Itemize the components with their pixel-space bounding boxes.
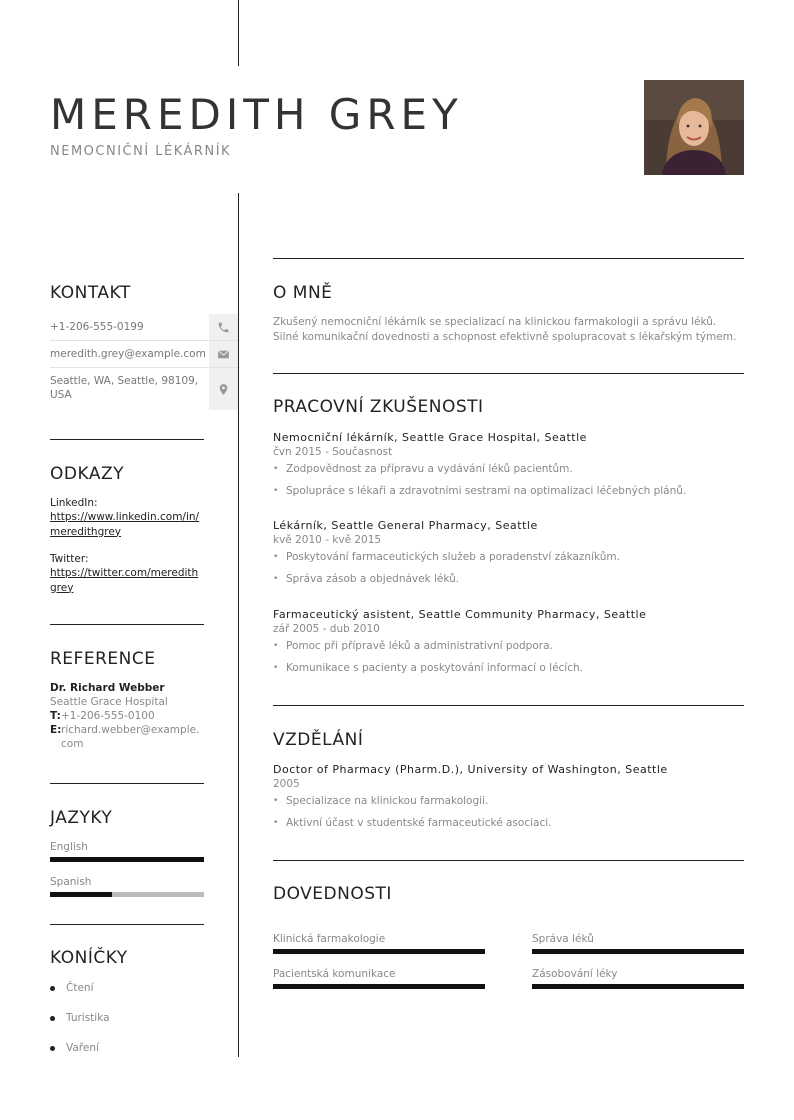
reference-email[interactable]: richard.webber@example.com — [61, 724, 200, 750]
skill-item — [273, 932, 485, 954]
skill-item — [532, 932, 744, 954]
language-level-fill — [50, 857, 204, 862]
sidebar-divider — [50, 783, 204, 784]
job-date: zář 2005 - dub 2010 — [273, 623, 380, 635]
sidebar-divider — [50, 439, 204, 440]
education-entry — [273, 762, 744, 838]
section-divider — [273, 705, 744, 706]
reference-heading: REFERENCE — [50, 649, 156, 669]
section-divider — [273, 373, 744, 374]
hobbies-heading: KONÍČKY — [50, 948, 128, 968]
job-bullet: • Správa zásob a objednávek léků. — [273, 572, 744, 586]
reference-email-label: E: — [50, 724, 62, 736]
contact-phone[interactable]: +1-206-555-0199 — [50, 321, 144, 333]
reference-block — [50, 681, 204, 751]
reference-org: Seattle Grace Hospital — [50, 696, 168, 708]
bullet-icon — [50, 1046, 55, 1051]
links-list — [50, 496, 204, 595]
contact-phone-row — [50, 314, 238, 341]
job-entry — [273, 607, 744, 683]
reference-email-line — [50, 723, 204, 751]
job-bullet: • Komunikace s pacienty a poskytování informací o lécích. — [273, 661, 744, 675]
contact-email-row — [50, 341, 238, 368]
candidate-title: NEMOCNIČNÍ LÉKÁRNÍK — [50, 144, 232, 159]
skill-item — [273, 967, 485, 989]
skill-level-bar — [273, 984, 485, 989]
bullet-icon — [50, 1016, 55, 1021]
skill-name: Správa léků — [532, 933, 594, 945]
hobby-item: Vaření — [50, 1033, 204, 1063]
divider-top — [238, 0, 239, 66]
about-text: Zkušený nemocniční lékárník se specializací na klinickou farmakologii a správu léků. Silné komunikační dovednosti a schopnost efektivně spolupracovat s lékařským týmem. — [273, 316, 737, 343]
education-heading: VZDĚLÁNÍ — [273, 730, 364, 750]
links-heading: ODKAZY — [50, 464, 124, 484]
hobby-item: Čtení — [50, 973, 204, 1003]
languages-list — [50, 840, 204, 897]
experience-heading: PRACOVNÍ ZKUŠENOSTI — [273, 397, 484, 417]
profile-photo — [644, 80, 744, 175]
job-title: Lékárník, Seattle General Pharmacy, Seattle — [273, 519, 538, 532]
skill-level-bar — [273, 949, 485, 954]
phone-icon — [209, 314, 238, 340]
languages-heading: JAZYKY — [50, 808, 113, 828]
job-date: kvě 2010 - kvě 2015 — [273, 534, 382, 546]
language-level-bar — [50, 857, 204, 862]
skill-level-bar — [532, 984, 744, 989]
skill-name: Klinická farmakologie — [273, 933, 386, 945]
contact-address-row — [50, 368, 238, 410]
link-item — [50, 552, 204, 595]
link-label: Twitter: — [50, 553, 89, 565]
education-title: Doctor of Pharmacy (Pharm.D.), University of Washington, Seattle — [273, 763, 668, 776]
language-item — [50, 840, 204, 862]
language-name: English — [50, 841, 88, 853]
link-label: LinkedIn: — [50, 497, 98, 509]
contact-address: Seattle, WA, Seattle, 98109, USA — [50, 375, 199, 401]
envelope-icon — [209, 341, 238, 367]
reference-phone[interactable]: +1-206-555-0100 — [61, 710, 155, 722]
job-bullet: • Zodpovědnost za přípravu a vydávání léků pacientům. — [273, 462, 744, 476]
language-name: Spanish — [50, 876, 92, 888]
hobby-item: Turistika — [50, 1003, 204, 1033]
education-date: 2005 — [273, 778, 300, 790]
job-bullet: • Poskytování farmaceutických služeb a poradenství zákazníkům. — [273, 550, 744, 564]
language-item — [50, 875, 204, 897]
contact-list — [50, 314, 238, 410]
linkedin-link[interactable]: https://www.linkedin.com/in/meredithgrey — [50, 511, 200, 538]
skill-name: Zásobování léky — [532, 968, 618, 980]
education-bullet: • Specializace na klinickou farmakologii. — [273, 794, 744, 808]
job-entry — [273, 430, 744, 506]
job-bullet: • Pomoc při přípravě léků a administrativní podpora. — [273, 639, 744, 653]
divider-main — [238, 193, 239, 1057]
skill-name: Pacientská komunikace — [273, 968, 396, 980]
link-item — [50, 496, 204, 539]
skills-heading: DOVEDNOSTI — [273, 884, 392, 904]
job-entry — [273, 518, 744, 594]
job-bullet: • Spolupráce s lékaři a zdravotními sestrami na optimalizaci léčebných plánů. — [273, 484, 744, 498]
language-level-fill — [50, 892, 112, 897]
skill-level-bar — [532, 949, 744, 954]
section-divider — [273, 258, 744, 259]
job-title: Nemocniční lékárník, Seattle Grace Hospital, Seattle — [273, 431, 587, 444]
education-bullet: • Aktivní účast v studentské farmaceutické asociaci. — [273, 816, 744, 830]
hobbies-list — [50, 973, 204, 1063]
skill-item — [532, 967, 744, 989]
sidebar-divider — [50, 924, 204, 925]
section-divider — [273, 860, 744, 861]
reference-phone-label: T: — [50, 710, 61, 722]
location-pin-icon — [209, 368, 238, 410]
contact-heading: KONTAKT — [50, 283, 131, 303]
sidebar-divider — [50, 624, 204, 625]
job-date: čvn 2015 - Současnost — [273, 446, 393, 458]
about-heading: O MNĚ — [273, 283, 333, 303]
twitter-link[interactable]: https://twitter.com/meredithgrey — [50, 567, 199, 594]
contact-email[interactable]: meredith.grey@example.com — [50, 348, 206, 360]
job-title: Farmaceutický asistent, Seattle Community Pharmacy, Seattle — [273, 608, 647, 621]
candidate-name: MEREDITH GREY — [50, 90, 463, 139]
bullet-icon — [50, 986, 55, 991]
language-level-bar — [50, 892, 204, 897]
reference-phone-line — [50, 709, 204, 723]
reference-name: Dr. Richard Webber — [50, 682, 165, 694]
